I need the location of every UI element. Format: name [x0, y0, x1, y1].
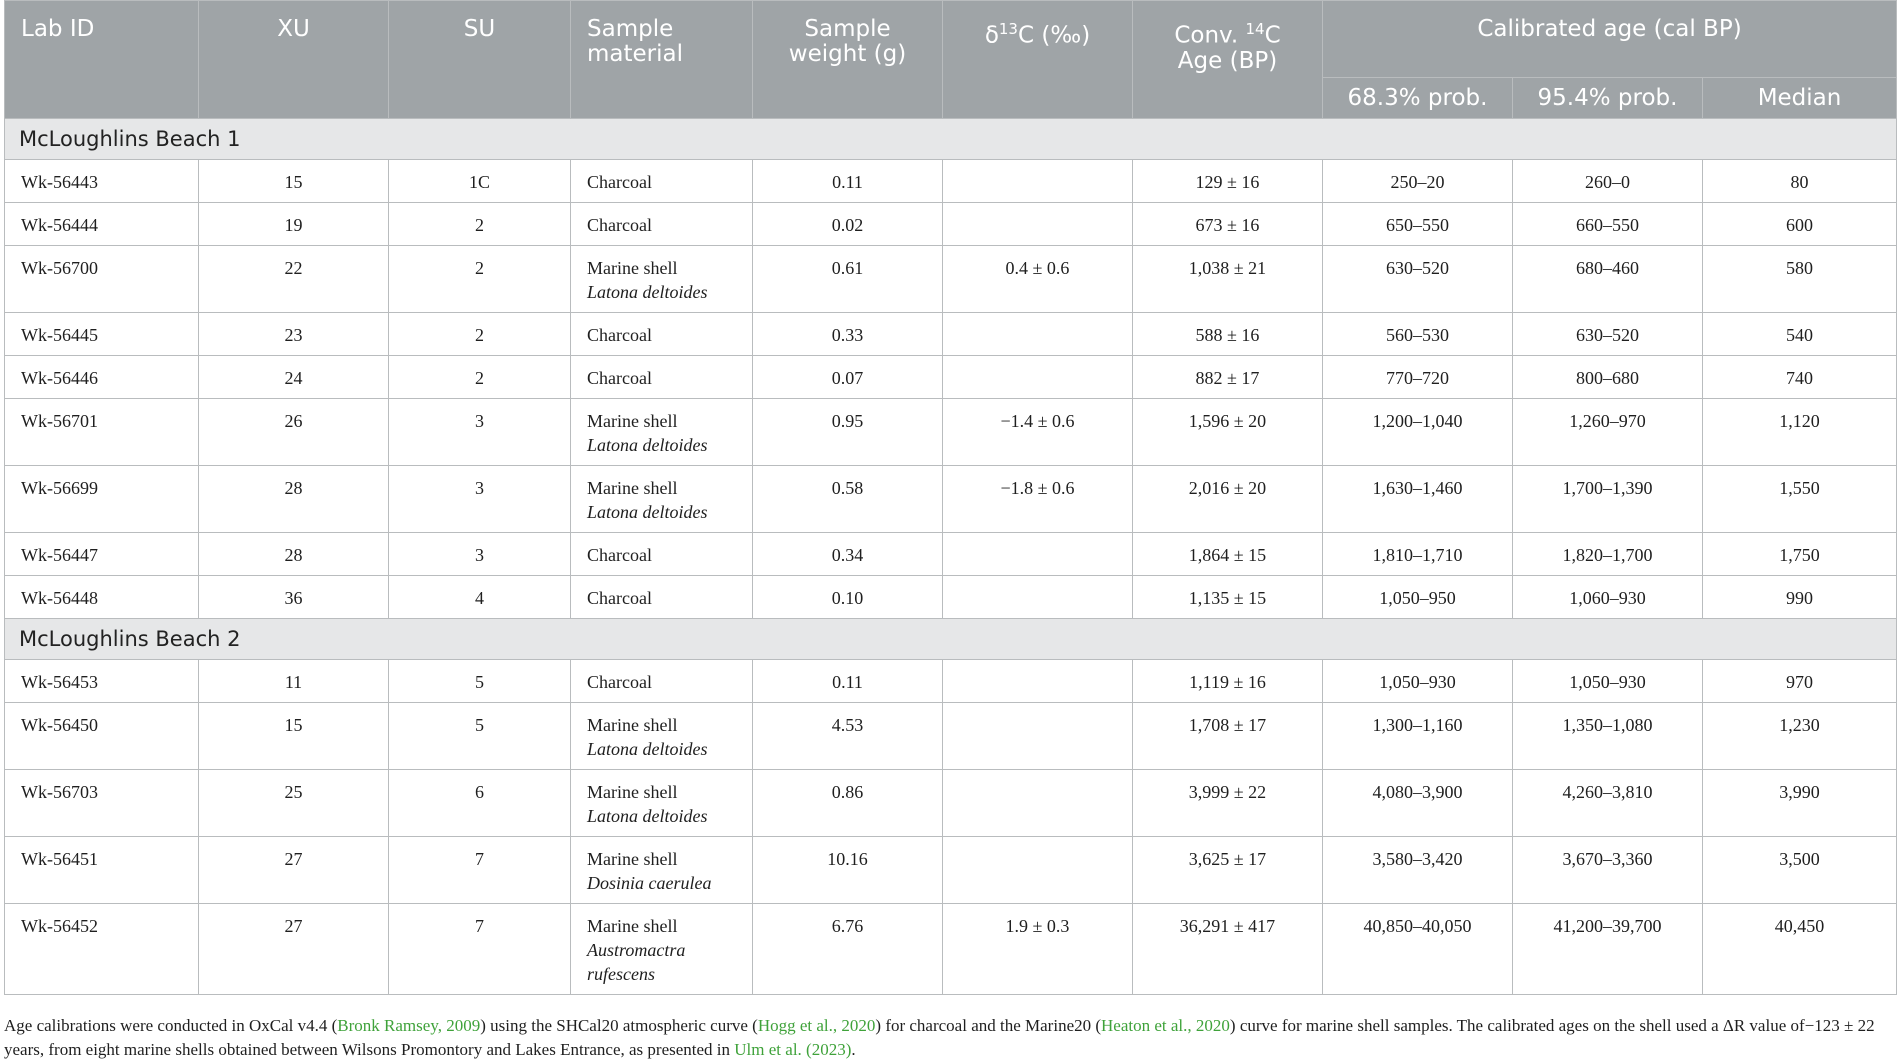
cell-lab-id: Wk-56699: [5, 466, 199, 533]
header-conv-prefix: Conv.: [1174, 22, 1246, 49]
cell-prob-95: 1,350–1,080: [1513, 703, 1703, 770]
cell-prob-68: 3,580–3,420: [1323, 837, 1513, 904]
cell-su: 3: [389, 466, 571, 533]
cell-sample-weight: 0.61: [753, 246, 943, 313]
cell-xu: 22: [199, 246, 389, 313]
header-prob-68: [1323, 78, 1513, 119]
cell-median: 970: [1703, 660, 1897, 703]
species-name: Latona deltoides: [587, 502, 708, 522]
material-type: Marine shell: [587, 478, 678, 498]
header-lab-id-text: Lab ID: [21, 16, 95, 42]
section-header-row: [5, 119, 1897, 160]
cell-lab-id: Wk-56451: [5, 837, 199, 904]
cell-sample-weight: 0.11: [753, 160, 943, 203]
header-su: [389, 1, 571, 119]
cell-sample-weight: 0.58: [753, 466, 943, 533]
table-row: [5, 770, 1897, 837]
material-type: Marine shell: [587, 258, 678, 278]
table-row: [5, 837, 1897, 904]
cell-su: 2: [389, 203, 571, 246]
cell-sample-weight: 0.86: [753, 770, 943, 837]
cell-su: 7: [389, 837, 571, 904]
cell-sample-weight: 10.16: [753, 837, 943, 904]
table-row: [5, 576, 1897, 619]
cell-sample-weight: 6.76: [753, 904, 943, 995]
header-sample-weight-line2: weight (g): [788, 41, 907, 67]
cell-median: 1,230: [1703, 703, 1897, 770]
species-name: Latona deltoides: [587, 806, 708, 826]
header-sample-material-line1: Sample: [587, 16, 674, 42]
cell-prob-95: 1,700–1,390: [1513, 466, 1703, 533]
cell-delta13c: [943, 313, 1133, 356]
cell-lab-id: Wk-56447: [5, 533, 199, 576]
cell-xu: 28: [199, 533, 389, 576]
header-su-text: SU: [463, 16, 496, 42]
table-footnote: [4, 1014, 1896, 1062]
table-row: [5, 399, 1897, 466]
cell-lab-id: Wk-56443: [5, 160, 199, 203]
cell-conv-age: 1,135 ± 15: [1133, 576, 1323, 619]
cell-xu: 19: [199, 203, 389, 246]
footnote-ref-heaton[interactable]: Heaton et al., 2020: [1101, 1016, 1230, 1035]
cell-delta13c: [943, 356, 1133, 399]
cell-median: 740: [1703, 356, 1897, 399]
cell-lab-id: Wk-56448: [5, 576, 199, 619]
cell-conv-age: 36,291 ± 417: [1133, 904, 1323, 995]
cell-prob-95: 1,260–970: [1513, 399, 1703, 466]
cell-prob-95: 630–520: [1513, 313, 1703, 356]
cell-su: 1C: [389, 160, 571, 203]
cell-su: 7: [389, 904, 571, 995]
cell-lab-id: Wk-56444: [5, 203, 199, 246]
cell-xu: 25: [199, 770, 389, 837]
cell-median: 540: [1703, 313, 1897, 356]
table-row: [5, 660, 1897, 703]
cell-sample-material: [571, 356, 753, 399]
cell-conv-age: 882 ± 17: [1133, 356, 1323, 399]
cell-xu: 28: [199, 466, 389, 533]
material-type: Charcoal: [587, 672, 652, 692]
cell-sample-material: [571, 533, 753, 576]
section-header-row: [5, 619, 1897, 660]
table-body: [5, 119, 1897, 995]
material-type: Marine shell: [587, 715, 678, 735]
cell-xu: 24: [199, 356, 389, 399]
cell-sample-material: [571, 904, 753, 995]
cell-lab-id: Wk-56453: [5, 660, 199, 703]
cell-delta13c: [943, 770, 1133, 837]
header-sample-weight: [753, 1, 943, 119]
species-name-continued: rufescens: [587, 964, 655, 984]
header-sample-weight-line1: Sample: [804, 16, 891, 42]
cell-median: 3,990: [1703, 770, 1897, 837]
cell-xu: 27: [199, 904, 389, 995]
footnote-ref-hogg[interactable]: Hogg et al., 2020: [757, 1016, 876, 1035]
material-type: Charcoal: [587, 172, 652, 192]
table-row: [5, 703, 1897, 770]
header-calibrated-age: [1323, 1, 1897, 78]
header-prob-68-text: 68.3% prob.: [1347, 84, 1488, 111]
header-xu-text: XU: [277, 16, 310, 42]
cell-lab-id: Wk-56446: [5, 356, 199, 399]
radiocarbon-dates-table: [4, 0, 1897, 995]
section-title: McLoughlins Beach 1: [5, 119, 1897, 160]
species-name: Dosinia caerulea: [587, 873, 712, 893]
cell-prob-68: 250–20: [1323, 160, 1513, 203]
footnote-ref-ulm[interactable]: Ulm et al. (2023): [734, 1040, 852, 1059]
cell-prob-68: 4,080–3,900: [1323, 770, 1513, 837]
header-median: [1703, 78, 1897, 119]
cell-median: 1,550: [1703, 466, 1897, 533]
cell-prob-95: 680–460: [1513, 246, 1703, 313]
footnote-text-1: Age calibrations were conducted in OxCal v4.4 (: [4, 1016, 338, 1035]
cell-median: 580: [1703, 246, 1897, 313]
cell-sample-weight: 0.34: [753, 533, 943, 576]
cell-prob-95: 1,050–930: [1513, 660, 1703, 703]
cell-sample-material: [571, 313, 753, 356]
cell-sample-weight: 4.53: [753, 703, 943, 770]
table-row: [5, 160, 1897, 203]
material-type: Charcoal: [587, 368, 652, 388]
cell-xu: 15: [199, 703, 389, 770]
cell-sample-weight: 0.07: [753, 356, 943, 399]
material-type: Charcoal: [587, 545, 652, 565]
cell-sample-weight: 0.02: [753, 203, 943, 246]
cell-xu: 11: [199, 660, 389, 703]
cell-prob-68: 1,050–930: [1323, 660, 1513, 703]
table-header: [5, 1, 1897, 119]
cell-xu: 27: [199, 837, 389, 904]
cell-delta13c: [943, 576, 1133, 619]
cell-prob-68: 1,810–1,710: [1323, 533, 1513, 576]
footnote-text-2: ) using the SHCal20 atmospheric curve (: [480, 1016, 758, 1035]
header-sample-material-line2: material: [587, 41, 683, 67]
cell-prob-95: 260–0: [1513, 160, 1703, 203]
cell-sample-material: [571, 160, 753, 203]
cell-lab-id: Wk-56445: [5, 313, 199, 356]
cell-prob-68: 650–550: [1323, 203, 1513, 246]
cell-lab-id: Wk-56703: [5, 770, 199, 837]
cell-median: 1,750: [1703, 533, 1897, 576]
table-row: [5, 203, 1897, 246]
cell-sample-material: [571, 703, 753, 770]
header-calibrated-text: Calibrated age (cal BP): [1477, 16, 1742, 42]
header-conv-suffix: C: [1264, 22, 1281, 49]
cell-lab-id: Wk-56701: [5, 399, 199, 466]
header-xu: [199, 1, 389, 119]
cell-xu: 26: [199, 399, 389, 466]
cell-delta13c: 1.9 ± 0.3: [943, 904, 1133, 995]
cell-su: 6: [389, 770, 571, 837]
cell-prob-95: 3,670–3,360: [1513, 837, 1703, 904]
cell-sample-material: [571, 466, 753, 533]
cell-delta13c: [943, 203, 1133, 246]
header-lab-id: [5, 1, 199, 119]
cell-median: 40,450: [1703, 904, 1897, 995]
table-row: [5, 904, 1897, 995]
cell-prob-68: 560–530: [1323, 313, 1513, 356]
section-title: McLoughlins Beach 2: [5, 619, 1897, 660]
cell-prob-68: 40,850–40,050: [1323, 904, 1513, 995]
header-conv-superscript: 14: [1245, 20, 1265, 38]
cell-conv-age: 2,016 ± 20: [1133, 466, 1323, 533]
cell-sample-material: [571, 837, 753, 904]
cell-delta13c: [943, 837, 1133, 904]
table-row: [5, 533, 1897, 576]
header-prob-95-text: 95.4% prob.: [1537, 84, 1678, 111]
header-conv-age: [1133, 1, 1323, 119]
cell-median: 80: [1703, 160, 1897, 203]
cell-prob-68: 1,050–950: [1323, 576, 1513, 619]
cell-delta13c: [943, 533, 1133, 576]
material-type: Marine shell: [587, 782, 678, 802]
cell-sample-material: [571, 399, 753, 466]
cell-conv-age: 1,708 ± 17: [1133, 703, 1323, 770]
cell-conv-age: 1,038 ± 21: [1133, 246, 1323, 313]
cell-prob-95: 660–550: [1513, 203, 1703, 246]
cell-xu: 15: [199, 160, 389, 203]
cell-prob-95: 41,200–39,700: [1513, 904, 1703, 995]
material-type: Charcoal: [587, 325, 652, 345]
cell-median: 1,120: [1703, 399, 1897, 466]
cell-prob-68: 1,200–1,040: [1323, 399, 1513, 466]
table-row: [5, 356, 1897, 399]
cell-sample-material: [571, 203, 753, 246]
cell-sample-material: [571, 660, 753, 703]
cell-median: 600: [1703, 203, 1897, 246]
cell-xu: 36: [199, 576, 389, 619]
radiocarbon-table-container: [4, 0, 1896, 995]
header-delta-suffix: C (‰): [1017, 22, 1091, 49]
cell-delta13c: −1.8 ± 0.6: [943, 466, 1133, 533]
cell-sample-weight: 0.33: [753, 313, 943, 356]
header-conv-line2: Age (BP): [1177, 47, 1278, 74]
cell-prob-95: 1,820–1,700: [1513, 533, 1703, 576]
footnote-text-5: .: [851, 1040, 856, 1059]
species-name: Latona deltoides: [587, 435, 708, 455]
cell-sample-material: [571, 770, 753, 837]
cell-su: 2: [389, 356, 571, 399]
cell-su: 4: [389, 576, 571, 619]
cell-sample-weight: 0.95: [753, 399, 943, 466]
table-row: [5, 466, 1897, 533]
cell-conv-age: 673 ± 16: [1133, 203, 1323, 246]
footnote-ref-bronk-ramsey[interactable]: Bronk Ramsey, 2009: [337, 1016, 481, 1035]
cell-prob-68: 630–520: [1323, 246, 1513, 313]
cell-lab-id: Wk-56450: [5, 703, 199, 770]
cell-conv-age: 588 ± 16: [1133, 313, 1323, 356]
header-median-text: Median: [1757, 84, 1842, 111]
footnote-text-4: ) curve for marine shell samples. The calibrated ages on the shell used a ΔR value of−123 ± 22 years, from eight marine shells obtained between Wilsons Promontory and Lakes Entrance, as presented in: [4, 1016, 1875, 1059]
species-name: Latona deltoides: [587, 282, 708, 302]
cell-lab-id: Wk-56700: [5, 246, 199, 313]
material-type: Marine shell: [587, 916, 678, 936]
header-prob-95: [1513, 78, 1703, 119]
cell-xu: 23: [199, 313, 389, 356]
cell-prob-95: 4,260–3,810: [1513, 770, 1703, 837]
cell-prob-68: 1,300–1,160: [1323, 703, 1513, 770]
table-row: [5, 313, 1897, 356]
material-type: Marine shell: [587, 849, 678, 869]
cell-su: 5: [389, 660, 571, 703]
footnote-text-3: ) for charcoal and the Marine20 (: [875, 1016, 1102, 1035]
species-name: Latona deltoides: [587, 739, 708, 759]
header-delta-superscript: 13: [998, 20, 1018, 38]
cell-delta13c: −1.4 ± 0.6: [943, 399, 1133, 466]
header-delta13c: [943, 1, 1133, 119]
cell-prob-95: 1,060–930: [1513, 576, 1703, 619]
material-type: Charcoal: [587, 588, 652, 608]
cell-conv-age: 129 ± 16: [1133, 160, 1323, 203]
cell-prob-95: 800–680: [1513, 356, 1703, 399]
header-delta-symbol: δ: [984, 22, 999, 49]
cell-conv-age: 3,625 ± 17: [1133, 837, 1323, 904]
cell-su: 2: [389, 313, 571, 356]
cell-delta13c: [943, 660, 1133, 703]
header-sample-material: [571, 1, 753, 119]
cell-conv-age: 1,864 ± 15: [1133, 533, 1323, 576]
cell-conv-age: 1,119 ± 16: [1133, 660, 1323, 703]
species-name: Austromactra: [587, 940, 686, 960]
cell-delta13c: [943, 160, 1133, 203]
cell-sample-weight: 0.11: [753, 660, 943, 703]
cell-delta13c: [943, 703, 1133, 770]
material-type: Marine shell: [587, 411, 678, 431]
material-type: Charcoal: [587, 215, 652, 235]
cell-lab-id: Wk-56452: [5, 904, 199, 995]
cell-median: 3,500: [1703, 837, 1897, 904]
cell-sample-weight: 0.10: [753, 576, 943, 619]
cell-su: 3: [389, 533, 571, 576]
cell-su: 2: [389, 246, 571, 313]
cell-delta13c: 0.4 ± 0.6: [943, 246, 1133, 313]
table-row: [5, 246, 1897, 313]
cell-su: 3: [389, 399, 571, 466]
cell-conv-age: 1,596 ± 20: [1133, 399, 1323, 466]
cell-conv-age: 3,999 ± 22: [1133, 770, 1323, 837]
cell-su: 5: [389, 703, 571, 770]
cell-prob-68: 770–720: [1323, 356, 1513, 399]
cell-sample-material: [571, 576, 753, 619]
cell-prob-68: 1,630–1,460: [1323, 466, 1513, 533]
cell-median: 990: [1703, 576, 1897, 619]
cell-sample-material: [571, 246, 753, 313]
